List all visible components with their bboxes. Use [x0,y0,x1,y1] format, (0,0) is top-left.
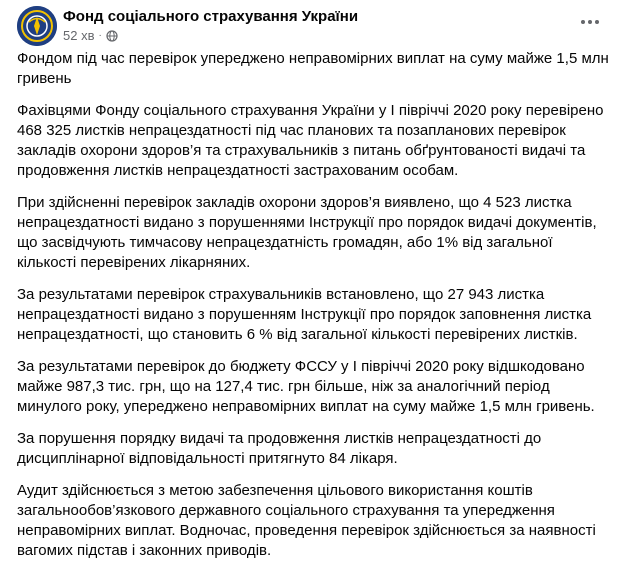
post-time[interactable]: 52 хв [63,28,95,43]
post-meta [63,28,118,43]
post-paragraph: За порушення порядку видачі та продовження листків непрацездатності до дисциплінарної відповідальності притягнуто 84 лікаря. [17,430,542,467]
post-paragraph: За результатами перевірок до бюджету ФССУ у І півріччі 2020 року відшкодовано майже 987,3 тис. грн, що на 127,4 тис. грн більше, ніж за аналогічний період минулого року, упереджено неправомірних виплат на суму майже 1,5 млн гривень. [17,358,595,415]
post-paragraph: При здійсненні перевірок закладів охорони здоров’я виявлено, що 4 523 листка непрацездатності видано з порушеннями Інструкції про порядок видачі документів, що засвідчують тимчасову непрацездатність громадян, або 1% від загальної кількості перевірених лікарняних. [17,194,597,271]
post-paragraph: Аудит здійснюється з метою забезпечення цільового використання коштів загальнообов’язкового державного соціального страхування та упередження неправомірних виплат. Водночас, проведення перевірок здійснюється за наявності вагомих підстав і законних приводів. [17,482,596,559]
page-name-link[interactable]: Фонд соціального страхування України [63,8,359,25]
post-body [17,49,609,573]
fssu-logo-icon [17,6,57,46]
post-header [0,0,620,56]
post-paragraph-headline: Фондом під час перевірок упереджено неправомірних виплат на суму майже 1,5 млн гривень [17,50,609,87]
more-options-icon[interactable] [578,10,602,34]
meta-separator: · [98,30,102,41]
post-paragraph: Фахівцями Фонду соціального страхування України у І півріччі 2020 року перевірено 468 325 листків непрацездатності під час планових та позапланових перевірок закладів охорони здоров’я та страхувальників з питань обґрунтованості видачі та продовження листків непрацездатності застрахованим особам. [17,102,604,179]
post-paragraph: За результатами перевірок страхувальників встановлено, що 27 943 листка непрацездатності видано з порушенням Інструкції про порядок заповнення листка непрацездатності, що становить 6 % від загальної кількості перевірених листків. [17,286,592,343]
page-avatar[interactable] [17,6,57,46]
globe-icon[interactable] [106,30,118,42]
